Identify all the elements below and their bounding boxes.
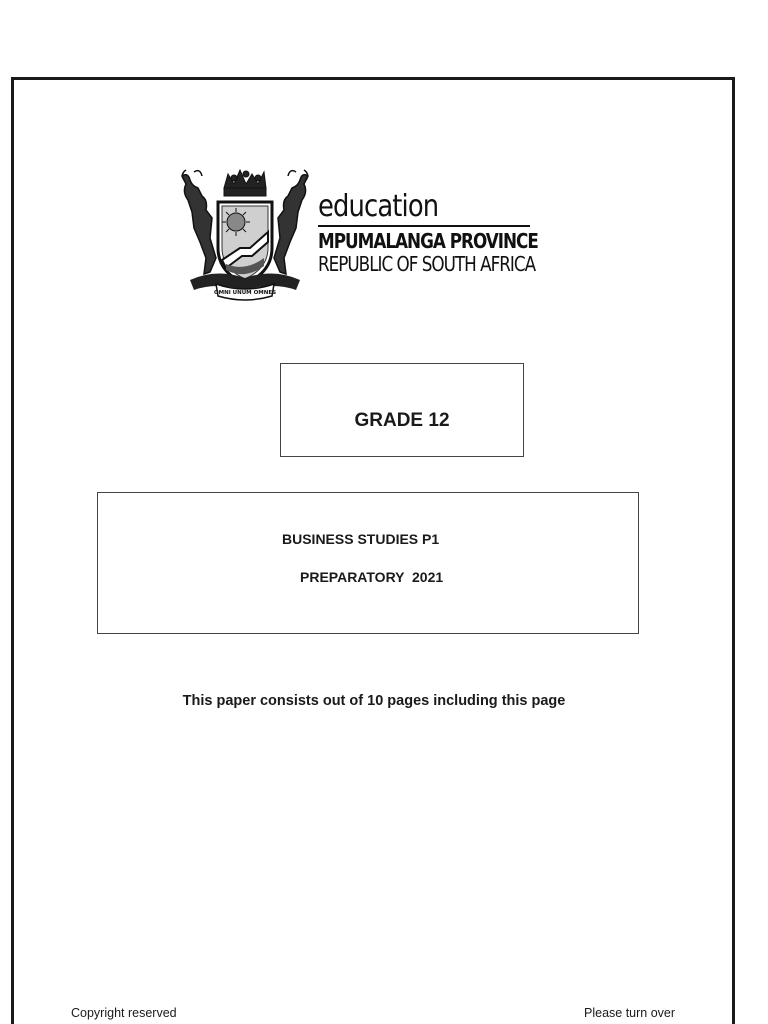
coat-of-arms-icon (176, 168, 314, 304)
subject-title: BUSINESS STUDIES P1 (282, 531, 440, 547)
logo-province: MPUMALANGA PROVINCE (318, 229, 538, 253)
logo-word: education (318, 189, 439, 224)
footer-copyright: Copyright reserved (71, 1006, 177, 1020)
subject-box (97, 492, 639, 634)
svg-text:OMNI UNUM OMNES: OMNI UNUM OMNES (213, 290, 277, 296)
logo-country: REPUBLIC OF SOUTH AFRICA (318, 252, 536, 276)
grade-box (280, 363, 524, 457)
grade-label: GRADE 12 (354, 410, 450, 431)
department-logo (176, 168, 546, 306)
exam-title: PREPARATORY 2021 (300, 569, 444, 585)
logo-wordmark (318, 190, 543, 275)
logo-divider (318, 225, 530, 227)
page-count-note: This paper consists out of 10 pages including this page (182, 693, 566, 709)
footer-turn-over: Please turn over (584, 1006, 676, 1020)
